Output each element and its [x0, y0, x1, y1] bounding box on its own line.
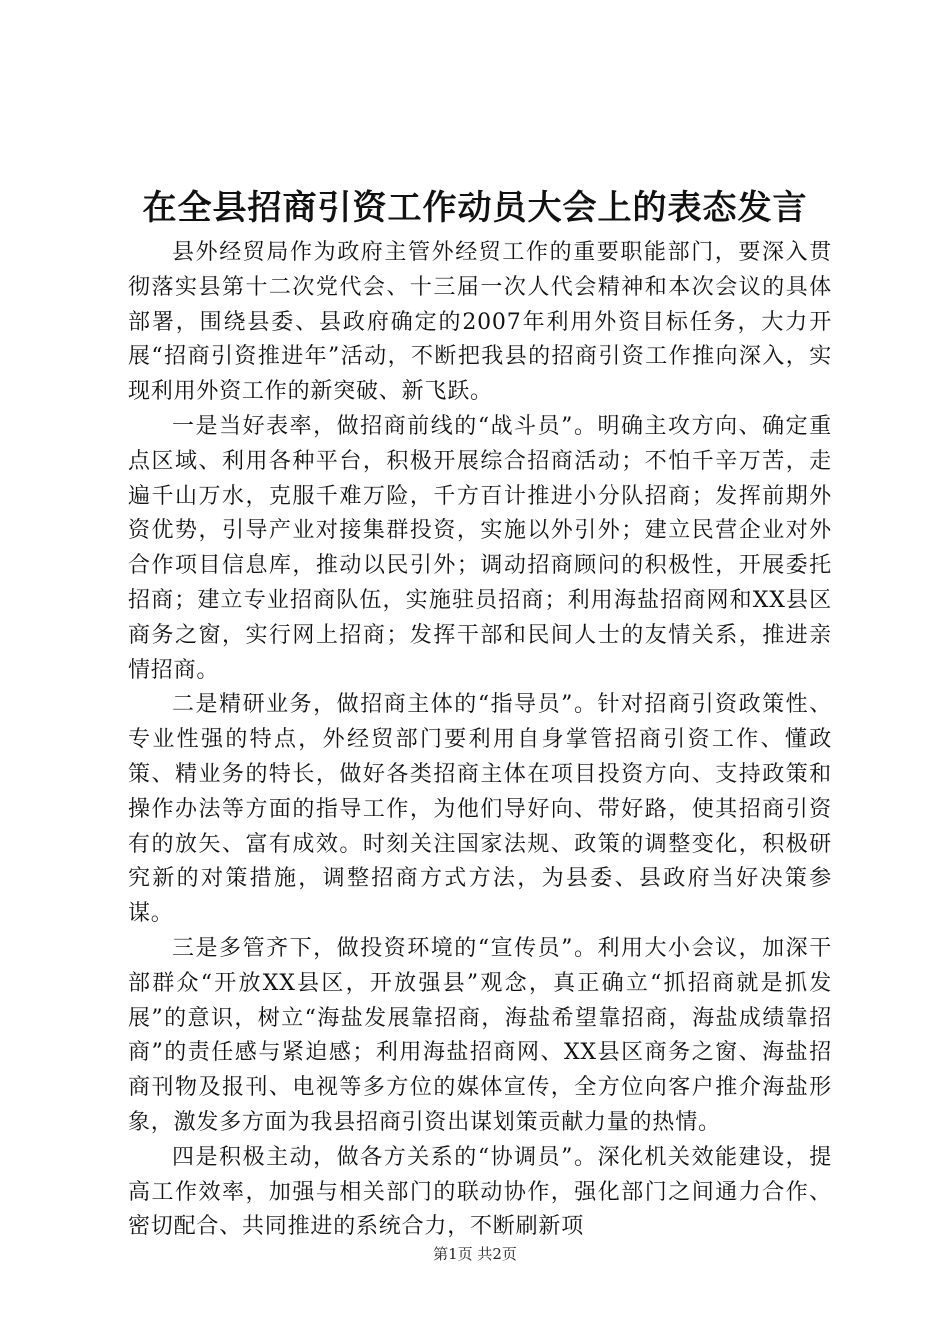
paragraph-intro: 县外经贸局作为政府主管外经贸工作的重要职能部门，要深入贯彻落实县第十二次党代会、十三届一次人代会精神和本次会议的具体部署，围绕县委、县政府确定的2007年利用外资目标任务，大力开展“招商引资推进年”活动，不断把我县的招商引资工作推向深入，实现利用外资工作的新突破、新飞跃。 [128, 240, 832, 405]
paragraph-point-three: 三是多管齐下，做投资环境的“宣传员”。利用大小会议，加深干部群众“开放XX县区，开放强县”观念，真正确立“抓招商就是抓发展”的意识，树立“海盐发展靠招商，海盐希望靠招商，海盐成绩靠招商”的责任感与紧迫感；利用海盐招商网、XX县区商务之窗、海盐招商刊物及报刊、电视等多方位的媒体宣传，全方位向客户推介海盐形象，激发多方面为我县招商引资出谋划策贡献力量的热情。 [128, 935, 832, 1135]
paragraph-point-four: 四是积极主动，做各方关系的“协调员”。深化机关效能建设，提高工作效率，加强与相关部门的联动协作，强化部门之间通力合作、密切配合、共同推进的系统合力，不断刷新项 [128, 1144, 832, 1240]
page-number-footer: 第1页 共2页 [433, 1245, 517, 1263]
paragraph-point-one: 一是当好表率，做招商前线的“战斗员”。明确主攻方向、确定重点区域、利用各种平台，积极开展综合招商活动；不怕千辛万苦，走遍千山万水，克服千难万险，千方百计推进小分队招商；发挥前期外资优势，引导产业对接集群投资，实施以外引外；建立民营企业对外合作项目信息库，推动以民引外；调动招商顾问的积极性，开展委托招商；建立专业招商队伍，实施驻员招商；利用海盐招商网和XX县区商务之窗，实行网上招商；发挥干部和民间人士的友情关系，推进亲情招商。 [128, 413, 832, 683]
paragraph-point-two: 二是精研业务，做招商主体的“指导员”。针对招商引资政策性、专业性强的特点，外经贸部门要利用自身掌管招商引资工作、懂政策、精业务的特长，做好各类招商主体在项目投资方向、支持政策和操作办法等方面的指导工作，为他们导好向、带好路，使其招商引资有的放矢、富有成效。时刻关注国家法规、政策的调整变化，积极研究新的对策措施，调整招商方式方法，为县委、县政府当好决策参谋。 [128, 692, 832, 927]
document-title: 在全县招商引资工作动员大会上的表态发言 [142, 188, 808, 228]
document-body [128, 236, 832, 1245]
